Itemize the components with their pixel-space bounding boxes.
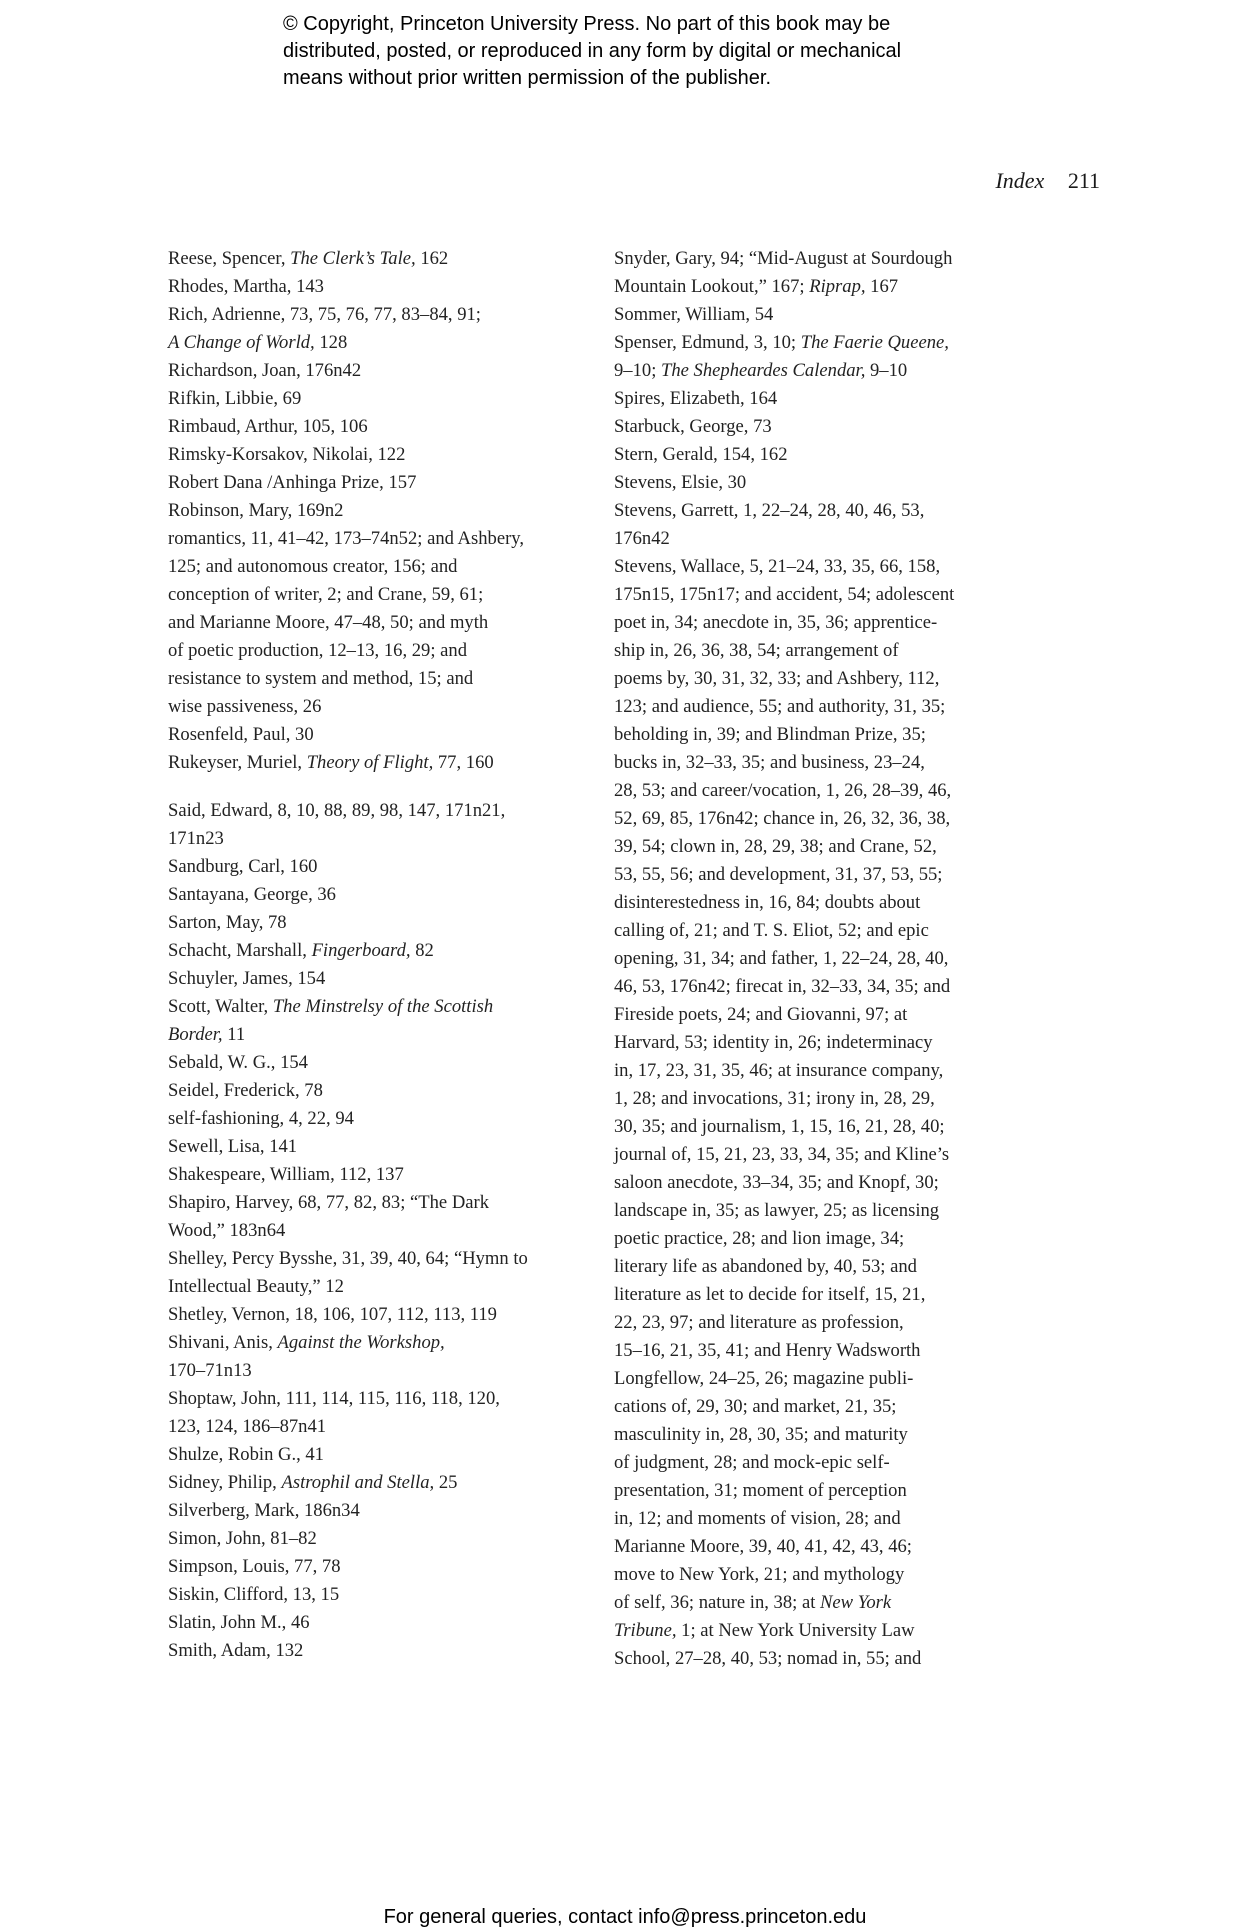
index-entry-line: Shulze, Robin G., 41: [168, 1444, 324, 1465]
index-entry-line: Robinson, Mary, 169n2: [168, 500, 344, 521]
index-entry-line: Intellectual Beauty,” 12: [168, 1276, 344, 1297]
index-entry: [168, 1637, 588, 1665]
copyright-line: means without prior written permission of the publisher.: [283, 67, 772, 89]
index-entry-line: Sewell, Lisa, 141: [168, 1136, 298, 1157]
index-entry-line: Sommer, William, 54: [614, 304, 774, 325]
index-entry: [614, 497, 1034, 553]
index-entry-line: 176n42: [614, 528, 670, 549]
index-entry: [168, 1441, 588, 1469]
index-entry-line: Rukeyser, Muriel, Theory of Flight, 77, 160: [168, 752, 494, 773]
index-entry: [614, 245, 1034, 301]
footer-contact: For general queries, contact info@press.princeton.edu: [383, 1906, 867, 1928]
index-entry: [168, 909, 588, 937]
index-entry-line: poet in, 34; anecdote in, 35, 36; apprentice-: [614, 612, 938, 633]
index-entry-line: 123; and audience, 55; and authority, 31, 35;: [614, 696, 946, 717]
index-entry-line: Stevens, Garrett, 1, 22–24, 28, 40, 46, 53,: [614, 500, 925, 521]
index-entry-line: of poetic production, 12–13, 16, 29; and: [168, 640, 467, 661]
index-entry-line: Smith, Adam, 132: [168, 1640, 304, 1661]
index-entry-line: wise passiveness, 26: [168, 696, 322, 717]
index-entry-line: 1, 28; and invocations, 31; irony in, 28, 29,: [614, 1088, 935, 1109]
index-entry: [168, 525, 588, 721]
index-entry-line: Rifkin, Libbie, 69: [168, 388, 302, 409]
copyright-line: © Copyright, Princeton University Press. No part of this book may be: [283, 13, 891, 35]
index-entry-line: Tribune, 1; at New York University Law: [614, 1620, 915, 1641]
index-entry-line: move to New York, 21; and mythology: [614, 1564, 905, 1585]
index-entry: [168, 881, 588, 909]
page-number: 211: [1067, 168, 1100, 193]
index-entry-line: 22, 23, 97; and literature as profession,: [614, 1312, 904, 1333]
index-entry-line: Snyder, Gary, 94; “Mid-August at Sourdough: [614, 248, 953, 269]
index-entry-line: and Marianne Moore, 47–48, 50; and myth: [168, 612, 489, 633]
index-entry-line: self-fashioning, 4, 22, 94: [168, 1108, 354, 1129]
index-entry-line: 9–10; The Shepheardes Calendar, 9–10: [614, 360, 908, 381]
index-entry: [168, 469, 588, 497]
index-entry-line: Spenser, Edmund, 3, 10; The Faerie Queene,: [614, 332, 949, 353]
index-entry-line: presentation, 31; moment of perception: [614, 1480, 907, 1501]
index-entry: [168, 385, 588, 413]
index-entry-line: ship in, 26, 36, 38, 54; arrangement of: [614, 640, 899, 661]
index-entry-line: Marianne Moore, 39, 40, 41, 42, 43, 46;: [614, 1536, 912, 1557]
index-entry: [168, 497, 588, 525]
copyright-notice: [283, 11, 1043, 92]
index-entry-line: Harvard, 53; identity in, 26; indeterminacy: [614, 1032, 933, 1053]
index-column-right: [614, 245, 1034, 1673]
index-entry-line: Shetley, Vernon, 18, 106, 107, 112, 113, 119: [168, 1304, 497, 1325]
index-entry-line: saloon anecdote, 33–34, 35; and Knopf, 30;: [614, 1172, 939, 1193]
index-entry-line: Wood,” 183n64: [168, 1220, 286, 1241]
index-entry-line: Rich, Adrienne, 73, 75, 76, 77, 83–84, 91;: [168, 304, 481, 325]
index-entry: [168, 1469, 588, 1497]
index-entry-line: Richardson, Joan, 176n42: [168, 360, 362, 381]
running-head: [995, 168, 1100, 194]
index-entry-line: Said, Edward, 8, 10, 88, 89, 98, 147, 171n21,: [168, 800, 506, 821]
index-entry-line: resistance to system and method, 15; and: [168, 668, 474, 689]
index-entry-line: Silverberg, Mark, 186n34: [168, 1500, 360, 1521]
index-entry: [168, 1133, 588, 1161]
index-entry: [168, 1525, 588, 1553]
index-entry-line: poems by, 30, 31, 32, 33; and Ashbery, 112,: [614, 668, 940, 689]
index-entry-line: 15–16, 21, 35, 41; and Henry Wadsworth: [614, 1340, 921, 1361]
index-entry: [168, 1077, 588, 1105]
index-entry: [168, 993, 588, 1049]
index-entry-line: bucks in, 32–33, 35; and business, 23–24,: [614, 752, 925, 773]
index-entry-line: A Change of World, 128: [168, 332, 348, 353]
index-entry-line: literary life as abandoned by, 40, 53; and: [614, 1256, 917, 1277]
index-entry-line: Sarton, May, 78: [168, 912, 287, 933]
index-entry: [614, 301, 1034, 329]
index-entry-line: Rosenfeld, Paul, 30: [168, 724, 314, 745]
index-entry: [168, 1385, 588, 1441]
index-entry: [614, 441, 1034, 469]
index-entry: [168, 1581, 588, 1609]
index-entry-line: of self, 36; nature in, 38; at New York: [614, 1592, 892, 1613]
index-entry-line: calling of, 21; and T. S. Eliot, 52; and epic: [614, 920, 929, 941]
index-entry-line: Seidel, Frederick, 78: [168, 1080, 323, 1101]
index-entry: [168, 1105, 588, 1133]
index-entry: [614, 329, 1034, 385]
letter-group-gap: [168, 777, 588, 797]
index-entry-line: Spires, Elizabeth, 164: [614, 388, 778, 409]
index-entry-line: Sidney, Philip, Astrophil and Stella, 25: [168, 1472, 458, 1493]
index-entry-line: beholding in, 39; and Blindman Prize, 35;: [614, 724, 926, 745]
index-column-left: [168, 245, 588, 1665]
index-entry-line: School, 27–28, 40, 53; nomad in, 55; and: [614, 1648, 922, 1669]
index-entry-line: Shelley, Percy Bysshe, 31, 39, 40, 64; “Hymn to: [168, 1248, 528, 1269]
index-entry-line: Robert Dana /Anhinga Prize, 157: [168, 472, 417, 493]
index-entry-line: Border, 11: [168, 1024, 246, 1045]
index-entry-line: in, 12; and moments of vision, 28; and: [614, 1508, 901, 1529]
index-entry-line: in, 17, 23, 31, 35, 46; at insurance company,: [614, 1060, 944, 1081]
index-entry-line: conception of writer, 2; and Crane, 59, 61;: [168, 584, 484, 605]
index-entry: [614, 553, 1034, 1673]
index-entry-line: 53, 55, 56; and development, 31, 37, 53, 55;: [614, 864, 943, 885]
copyright-line: distributed, posted, or reproduced in any form by digital or mechanical: [283, 40, 902, 62]
index-entry-line: romantics, 11, 41–42, 173–74n52; and Ashbery,: [168, 528, 524, 549]
index-entry-line: 46, 53, 176n42; firecat in, 32–33, 34, 35; and: [614, 976, 951, 997]
index-entry: [168, 413, 588, 441]
index-entry-line: Shivani, Anis, Against the Workshop,: [168, 1332, 445, 1353]
index-entry-line: Stevens, Elsie, 30: [614, 472, 747, 493]
index-entry: [168, 1497, 588, 1525]
index-entry-line: opening, 31, 34; and father, 1, 22–24, 28, 40,: [614, 948, 949, 969]
index-entry-line: 171n23: [168, 828, 224, 849]
index-entry: [168, 965, 588, 993]
index-entry-line: Slatin, John M., 46: [168, 1612, 310, 1633]
index-entry: [168, 1609, 588, 1637]
index-entry-line: Longfellow, 24–25, 26; magazine publi-: [614, 1368, 914, 1389]
index-entry-line: 123, 124, 186–87n41: [168, 1416, 327, 1437]
index-entry: [168, 1553, 588, 1581]
index-entry: [168, 273, 588, 301]
index-entry-line: Rimbaud, Arthur, 105, 106: [168, 416, 368, 437]
index-entry-line: Schuyler, James, 154: [168, 968, 326, 989]
index-entry-line: 39, 54; clown in, 28, 29, 38; and Crane, 52,: [614, 836, 937, 857]
index-entry: [168, 749, 588, 777]
index-entry-line: Rimsky-Korsakov, Nikolai, 122: [168, 444, 406, 465]
index-entry: [614, 385, 1034, 413]
index-entry-line: Shapiro, Harvey, 68, 77, 82, 83; “The Dark: [168, 1192, 490, 1213]
index-entry-line: 52, 69, 85, 176n42; chance in, 26, 32, 36, 38,: [614, 808, 951, 829]
index-entry: [168, 245, 588, 273]
index-entry: [168, 797, 588, 853]
index-entry-line: Stern, Gerald, 154, 162: [614, 444, 788, 465]
index-entry-line: Reese, Spencer, The Clerk’s Tale, 162: [168, 248, 449, 269]
index-entry: [168, 1189, 588, 1245]
index-entry-line: landscape in, 35; as lawyer, 25; as licensing: [614, 1200, 940, 1221]
index-entry-line: Rhodes, Martha, 143: [168, 276, 324, 297]
index-entry: [168, 1329, 588, 1385]
index-entry: [168, 1161, 588, 1189]
index-entry-line: 170–71n13: [168, 1360, 252, 1381]
index-entry: [168, 1301, 588, 1329]
index-entry-line: Schacht, Marshall, Fingerboard, 82: [168, 940, 434, 961]
index-entry: [168, 301, 588, 357]
index-entry-line: Stevens, Wallace, 5, 21–24, 33, 35, 66, 158,: [614, 556, 941, 577]
index-entry-line: cations of, 29, 30; and market, 21, 35;: [614, 1396, 897, 1417]
index-entry: [168, 937, 588, 965]
index-entry-line: Sandburg, Carl, 160: [168, 856, 318, 877]
index-entry-line: Mountain Lookout,” 167; Riprap, 167: [614, 276, 899, 297]
index-entry: [168, 853, 588, 881]
index-entry-line: Starbuck, George, 73: [614, 416, 772, 437]
index-entry: [614, 413, 1034, 441]
index-entry: [168, 357, 588, 385]
index-entry-line: poetic practice, 28; and lion image, 34;: [614, 1228, 905, 1249]
index-entry-line: Santayana, George, 36: [168, 884, 336, 905]
index-entry: [168, 721, 588, 749]
index-entry-line: disinterestedness in, 16, 84; doubts about: [614, 892, 921, 913]
index-entry-line: Simon, John, 81–82: [168, 1528, 317, 1549]
index-entry: [614, 469, 1034, 497]
index-entry-line: 175n15, 175n17; and accident, 54; adolescent: [614, 584, 955, 605]
index-entry-line: Shoptaw, John, 111, 114, 115, 116, 118, 120,: [168, 1388, 500, 1409]
index-entry-line: masculinity in, 28, 30, 35; and maturity: [614, 1424, 908, 1445]
running-title: Index: [995, 168, 1045, 193]
index-entry-line: 125; and autonomous creator, 156; and: [168, 556, 458, 577]
index-entry-line: Siskin, Clifford, 13, 15: [168, 1584, 340, 1605]
index-entry-line: Fireside poets, 24; and Giovanni, 97; at: [614, 1004, 908, 1025]
index-entry: [168, 441, 588, 469]
index-entry-line: Sebald, W. G., 154: [168, 1052, 308, 1073]
index-entry-line: Simpson, Louis, 77, 78: [168, 1556, 341, 1577]
index-entry-line: of judgment, 28; and mock-epic self-: [614, 1452, 890, 1473]
index-entry-line: journal of, 15, 21, 23, 33, 34, 35; and Kline’s: [614, 1144, 950, 1165]
index-entry: [168, 1049, 588, 1077]
index-entry-line: Scott, Walter, The Minstrelsy of the Scottish: [168, 996, 494, 1017]
index-entry-line: 28, 53; and career/vocation, 1, 26, 28–39, 46,: [614, 780, 952, 801]
index-entry-line: literature as let to decide for itself, 15, 21,: [614, 1284, 926, 1305]
index-entry-line: Shakespeare, William, 112, 137: [168, 1164, 404, 1185]
index-entry: [168, 1245, 588, 1301]
index-entry-line: 30, 35; and journalism, 1, 15, 16, 21, 28, 40;: [614, 1116, 945, 1137]
